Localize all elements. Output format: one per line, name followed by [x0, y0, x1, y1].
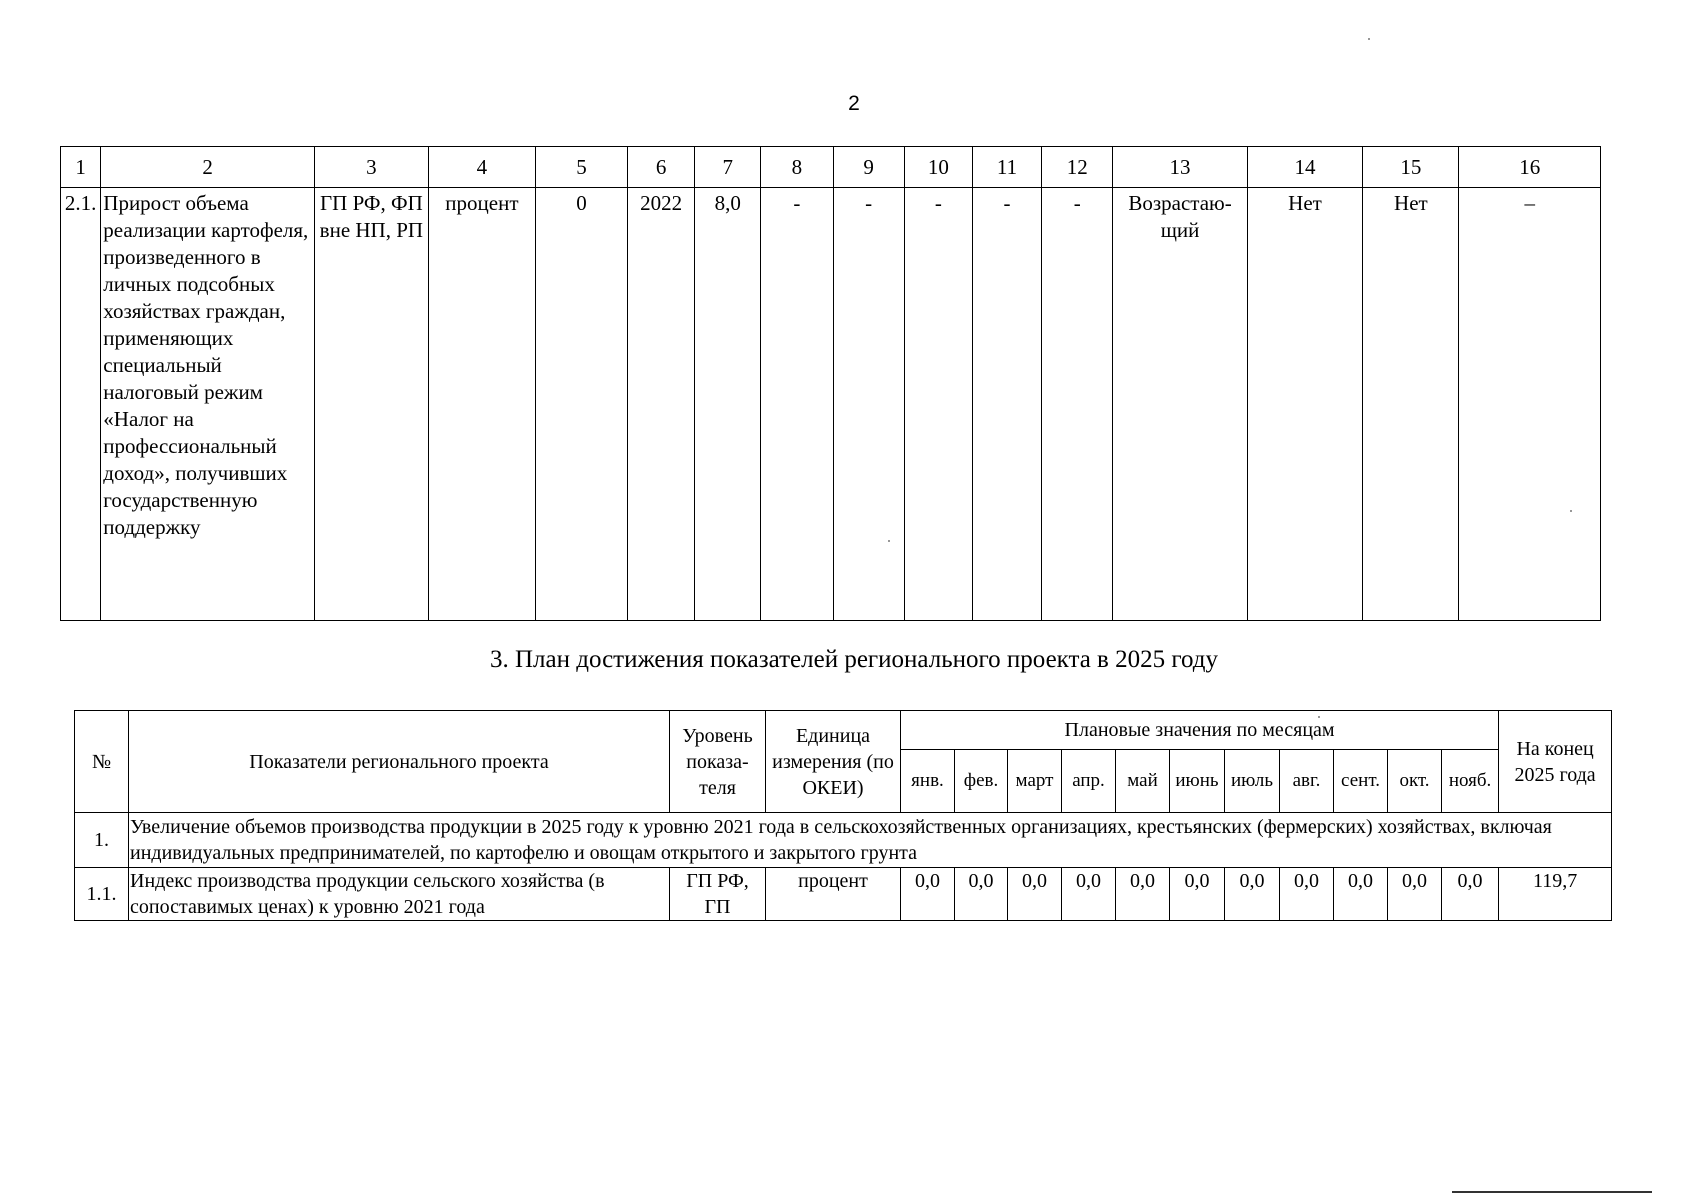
col-header: 10	[904, 147, 972, 188]
scan-line-artifact	[1452, 1191, 1652, 1193]
col-header: 5	[536, 147, 628, 188]
col-header: 16	[1459, 147, 1601, 188]
cell-9: -	[833, 188, 904, 621]
cell-8: -	[761, 188, 833, 621]
month-header: фев.	[955, 750, 1008, 813]
month-header: янв.	[901, 750, 955, 813]
cell-11: -	[972, 188, 1041, 621]
col-header: 9	[833, 147, 904, 188]
cell-14: Нет	[1247, 188, 1363, 621]
col-header: 11	[972, 147, 1041, 188]
month-header: нояб.	[1442, 750, 1499, 813]
plan-group-row	[75, 813, 1612, 868]
month-header: май	[1116, 750, 1170, 813]
group-number: 1.	[75, 813, 129, 868]
scan-speck	[1570, 510, 1572, 512]
month-header: март	[1008, 750, 1062, 813]
month-value: 0,0	[1116, 868, 1170, 921]
num-header: №	[75, 711, 129, 813]
col-header: 4	[428, 147, 535, 188]
col-header: 6	[628, 147, 695, 188]
row-number: 2.1.	[61, 188, 101, 621]
cell-7: 8,0	[695, 188, 761, 621]
col-header: 7	[695, 147, 761, 188]
cell-13: Возрастаю-щий	[1113, 188, 1247, 621]
table1-header-row	[61, 147, 1601, 188]
scan-speck	[1368, 38, 1370, 40]
month-value: 0,0	[955, 868, 1008, 921]
group-description: Увеличение объемов производства продукции в 2025 году к уровню 2021 года в сельскохозяйственных организациях, крестьянских (фермерских) хозяйствах, включая индивидуальных предпринимателей, по картофелю и овощам открытого и закрытого грунта	[129, 813, 1612, 868]
indicator-name: Индекс производства продукции сельского хозяйства (в сопоставимых ценах) к уровню 2021 года	[129, 868, 670, 921]
month-value: 0,0	[1388, 868, 1442, 921]
col-header: 13	[1113, 147, 1247, 188]
col-header: 14	[1247, 147, 1363, 188]
col-header: 2	[101, 147, 315, 188]
col-header: 3	[315, 147, 429, 188]
end-of-year-header: На конец 2025 года	[1499, 711, 1612, 813]
month-value: 0,0	[1008, 868, 1062, 921]
row-number: 1.1.	[75, 868, 129, 921]
month-value: 0,0	[1170, 868, 1225, 921]
indicator-level: ГП РФ, ФП вне НП, РП	[315, 188, 429, 621]
month-header: апр.	[1062, 750, 1116, 813]
plan-header-row-1	[75, 711, 1612, 750]
unit: процент	[428, 188, 535, 621]
scan-speck	[1318, 716, 1320, 718]
month-header: окт.	[1388, 750, 1442, 813]
month-value: 0,0	[1442, 868, 1499, 921]
level-header: Уровень показа-теля	[670, 711, 766, 813]
indicator-name: Прирост объема реализации картофеля, произведенного в личных подсобных хозяйствах граждан, применяющих специальный налоговый режим «Налог на профессиональный доход», получивших государственную поддержку	[101, 188, 315, 621]
month-value: 0,0	[1334, 868, 1388, 921]
planned-values-header: Плановые значения по месяцам	[901, 711, 1499, 750]
unit-header: Единица измерения (по ОКЕИ)	[766, 711, 901, 813]
col-header: 1	[61, 147, 101, 188]
page-number: 2	[848, 92, 860, 115]
cell-5: 0	[536, 188, 628, 621]
indicator-level: ГП РФ, ГП	[670, 868, 766, 921]
table1-row-2-1	[61, 188, 1601, 621]
plan-table	[74, 710, 1612, 921]
month-header: авг.	[1280, 750, 1334, 813]
col-header: 15	[1363, 147, 1459, 188]
cell-15: Нет	[1363, 188, 1459, 621]
cell-10: -	[904, 188, 972, 621]
month-value: 0,0	[901, 868, 955, 921]
cell-16: –	[1459, 188, 1601, 621]
scan-speck	[888, 540, 890, 542]
month-value: 0,0	[1225, 868, 1280, 921]
indicator-header: Показатели регионального проекта	[129, 711, 670, 813]
end-of-year-value: 119,7	[1499, 868, 1612, 921]
col-header: 12	[1042, 147, 1113, 188]
month-value: 0,0	[1280, 868, 1334, 921]
cell-6: 2022	[628, 188, 695, 621]
month-header: июнь	[1170, 750, 1225, 813]
col-header: 8	[761, 147, 833, 188]
month-header: июль	[1225, 750, 1280, 813]
month-header: сент.	[1334, 750, 1388, 813]
indicators-table	[60, 146, 1601, 621]
plan-data-row	[75, 868, 1612, 921]
section-title: 3. План достижения показателей регионального проекта в 2025 году	[489, 646, 1218, 673]
month-value: 0,0	[1062, 868, 1116, 921]
cell-12: -	[1042, 188, 1113, 621]
unit: процент	[766, 868, 901, 921]
